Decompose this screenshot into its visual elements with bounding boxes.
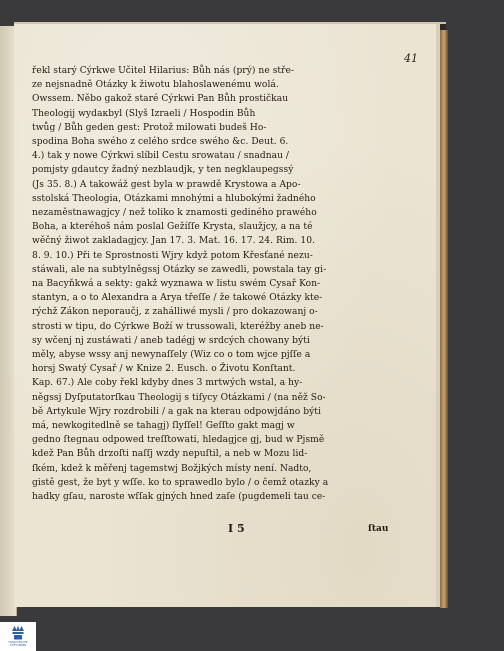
text-line: (Js 35. 8.) A takowáž gest byla w prawdě Krystowa a Apo- bbox=[32, 179, 301, 190]
text-line: rýchž Zákon neporaučj, z zahálliwé mysli / pro dokazowanj o- bbox=[32, 307, 318, 318]
text-line: horsj Swatý Cysař / w Knize 2. Eusch. o Životu Konſtant. bbox=[32, 364, 296, 375]
text-line: kdež Pan Bůh drzoſti naſſj wzdy nepuſtil, a neb w Mozu lid- bbox=[32, 449, 308, 460]
page-footer bbox=[32, 522, 428, 542]
logo-text: FRANCKESCHE STIFTUNGEN bbox=[8, 641, 28, 647]
institution-logo bbox=[0, 622, 36, 651]
text-line: wěčný žiwot zakladagjcy. Jan 17. 3. Mat. 16. 17. 24. Rim. 10. bbox=[32, 236, 316, 247]
text-line: 8. 9. 10.) Při te Sprostnosti Wjry když potom Křesťané nezu- bbox=[32, 250, 313, 261]
text-line: Boha, a kteréhoš nám poslal Gežíſſe Krysta, slaužjcy, a na té bbox=[32, 222, 313, 233]
text-line: něgssj Dyſputatorſkau Theologij s tiſycy Otázkami / (na něž So- bbox=[32, 392, 326, 403]
text-line: nezaměstnawagjcy / než toliko k znamosti gediného prawého bbox=[32, 208, 317, 219]
text-line: má, newkogitedlně se tahagj) ſlyſſel! Geſſto gakt magj w bbox=[32, 421, 295, 432]
text-line: gedno ſtegnau odpowed treſſtowati, hledagjce gj, bud w Pjsmě bbox=[32, 435, 325, 446]
text-line: Owssem. Něbo gakož staré Cýrkwi Pan Bůh prostičkau bbox=[32, 94, 289, 105]
text-line: měly, abyse wssy anj newynaſſely (Wiz co o tom wjce pjſſe a bbox=[32, 350, 311, 361]
text-line: pomjsty gdautcy žadný nezblaudjk, y ten negklaupegssý bbox=[32, 165, 294, 176]
text-line: 4.) tak y nowe Cýrkwi slíbil Cestu srowatau / snadnau / bbox=[32, 151, 290, 162]
page-text-block bbox=[32, 64, 428, 504]
text-line: strosti w tipu, do Cýrkwe Boží w trussowali, kteréžby aneb ne- bbox=[32, 321, 324, 332]
text-line: ſkém, kdež k měřenj tagemstwj Božjkých místy není. Nadto, bbox=[32, 463, 312, 474]
folio-number: 41 bbox=[404, 52, 418, 65]
text-line: stáwali, ale na subtylněgssj Otázky se zawedli, powstala tay gi- bbox=[32, 264, 327, 275]
text-line: Kap. 67.) Ale coby řekl kdyby dnes 3 mrtwých wstal, a hy- bbox=[32, 378, 303, 389]
text-line: hadky gſau, naroste wſſak gjných hned zaſe (pugdemeli tau ce- bbox=[32, 492, 326, 503]
text-line: Theologij wydaκbyl (Slyš Izraeli / Hospodin Bůh bbox=[32, 108, 256, 119]
library-crown-icon bbox=[11, 625, 25, 640]
signature-mark: I 5 bbox=[228, 522, 245, 535]
page-fore-edge bbox=[440, 30, 448, 608]
text-line: ze nejsnadně Otázky k žiwotu blahoslawenému wolá. bbox=[32, 80, 279, 91]
viewer-bottom-bar bbox=[0, 622, 504, 651]
text-line: bě Artykule Wjry rozdrobili / a gak na kterau odpowjdáno býti bbox=[32, 406, 321, 417]
text-line: sy wčenj nj zustáwati / aneb tadégj w srdcých chowany býti bbox=[32, 335, 310, 346]
text-line: stantyn, a o to Alexandra a Arya třeſſe / že takowé Otázky kte- bbox=[32, 293, 323, 304]
text-line: twůg / Bůh geden gest: Protož milowati budeš Ho- bbox=[32, 122, 267, 133]
catchword: ſtau bbox=[368, 524, 389, 534]
text-line: spodina Boha swého z celého srdce swého &c. Deut. 6. bbox=[32, 137, 289, 148]
text-line: sstolská Theologia, Otázkami mnohými a hlubokými žadného bbox=[32, 193, 316, 204]
text-line: na Bacyňkwá a sekty: gakž wyznawa w listu swém Cysař Kon- bbox=[32, 279, 321, 290]
text-line: gistě gest, že byt y wſſe. ko to sprawedlo bylo / o čemž otazky a bbox=[32, 477, 329, 488]
text-line: řekl starý Cýrkwe Učitel Hilarius: Bůh nás (prý) ne stře- bbox=[32, 66, 295, 76]
